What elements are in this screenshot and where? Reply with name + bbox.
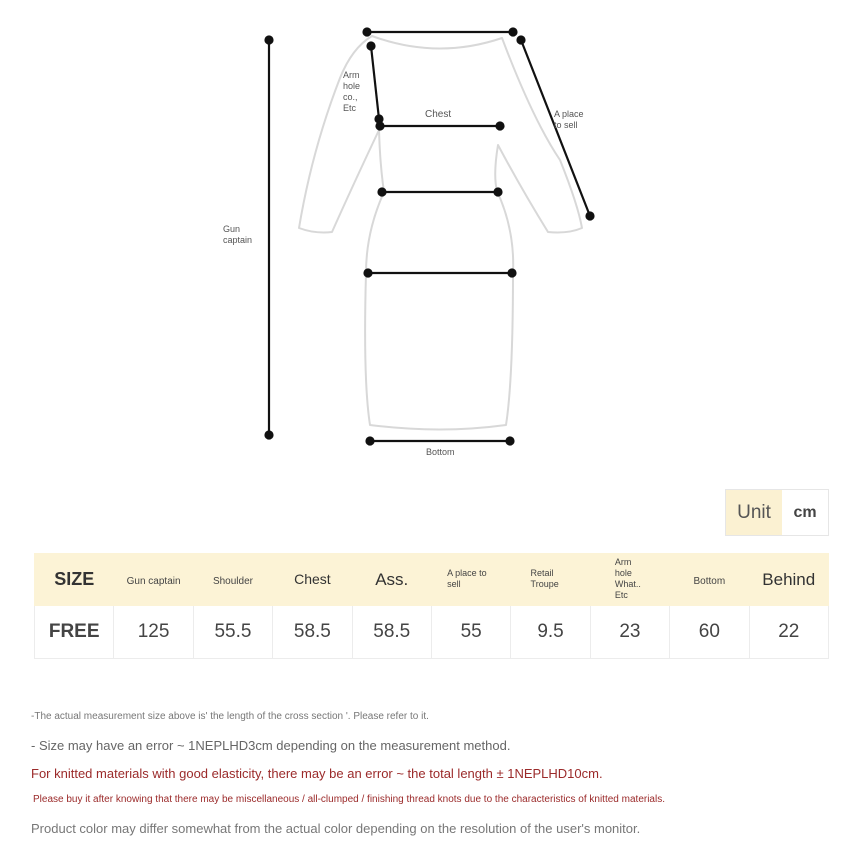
header-cell: SIZE (35, 554, 114, 606)
measurement-note: -The actual measurement size above is' the length of the cross section '. Please refer to it. (31, 711, 429, 722)
hip-measure-line (365, 270, 516, 277)
knit-characteristics-note: Please buy it after knowing that there may be miscellaneous / all-clumped / finishing thread knots due to the characteristics of knitted materials. (33, 794, 665, 805)
unit-box (725, 489, 829, 536)
header-cell: Arm hole What.. Etc (590, 554, 669, 606)
header-cell: Chest (273, 554, 352, 606)
unit-label: Unit (726, 490, 782, 535)
chest-measure-line (377, 123, 504, 130)
bottom-measure-line (367, 438, 514, 445)
bottom-label: Bottom (426, 447, 455, 457)
header-cell: Bottom (670, 554, 749, 606)
value-cell: 55 (431, 606, 510, 659)
value-cell: 58.5 (352, 606, 431, 659)
size-table (34, 553, 829, 659)
color-note: Product color may differ somewhat from the actual color depending on the resolution of the user's monitor. (31, 821, 641, 836)
waist-measure-line (379, 189, 502, 196)
value-cell: 60 (670, 606, 749, 659)
header-cell: Ass. (352, 554, 431, 606)
sleeve-label: A place to sell (554, 109, 584, 130)
value-cell: 58.5 (273, 606, 352, 659)
chest-label: Chest (425, 109, 452, 120)
length-label: Gun captain (223, 224, 253, 245)
value-cell: 23 (590, 606, 669, 659)
knit-error-note: For knitted materials with good elasticity, there may be an error ~ the total length ± 1NEPLHD10cm. (31, 766, 603, 781)
shoulder-measure-line (364, 29, 517, 36)
armhole-measure-line (368, 43, 383, 123)
header-cell: A place to sell (431, 554, 510, 606)
length-measure-line (266, 37, 273, 439)
size-cell: FREE (35, 606, 114, 659)
value-cell: 125 (114, 606, 193, 659)
table-row (35, 606, 829, 659)
header-cell: Retail Troupe (511, 554, 590, 606)
measure-lines (266, 29, 594, 445)
table-header-row (35, 554, 829, 606)
unit-value: cm (793, 503, 817, 521)
error-note: - Size may have an error ~ 1NEPLHD3cm depending on the measurement method. (31, 738, 511, 753)
header-cell: Behind (749, 554, 828, 606)
header-cell: Gun captain (114, 554, 193, 606)
dress-outline (299, 36, 582, 430)
header-cell: Shoulder (193, 554, 272, 606)
value-cell: 22 (749, 606, 828, 659)
armhole-label: Arm hole co., Etc (343, 70, 361, 113)
value-cell: 55.5 (193, 606, 272, 659)
value-cell: 9.5 (511, 606, 590, 659)
